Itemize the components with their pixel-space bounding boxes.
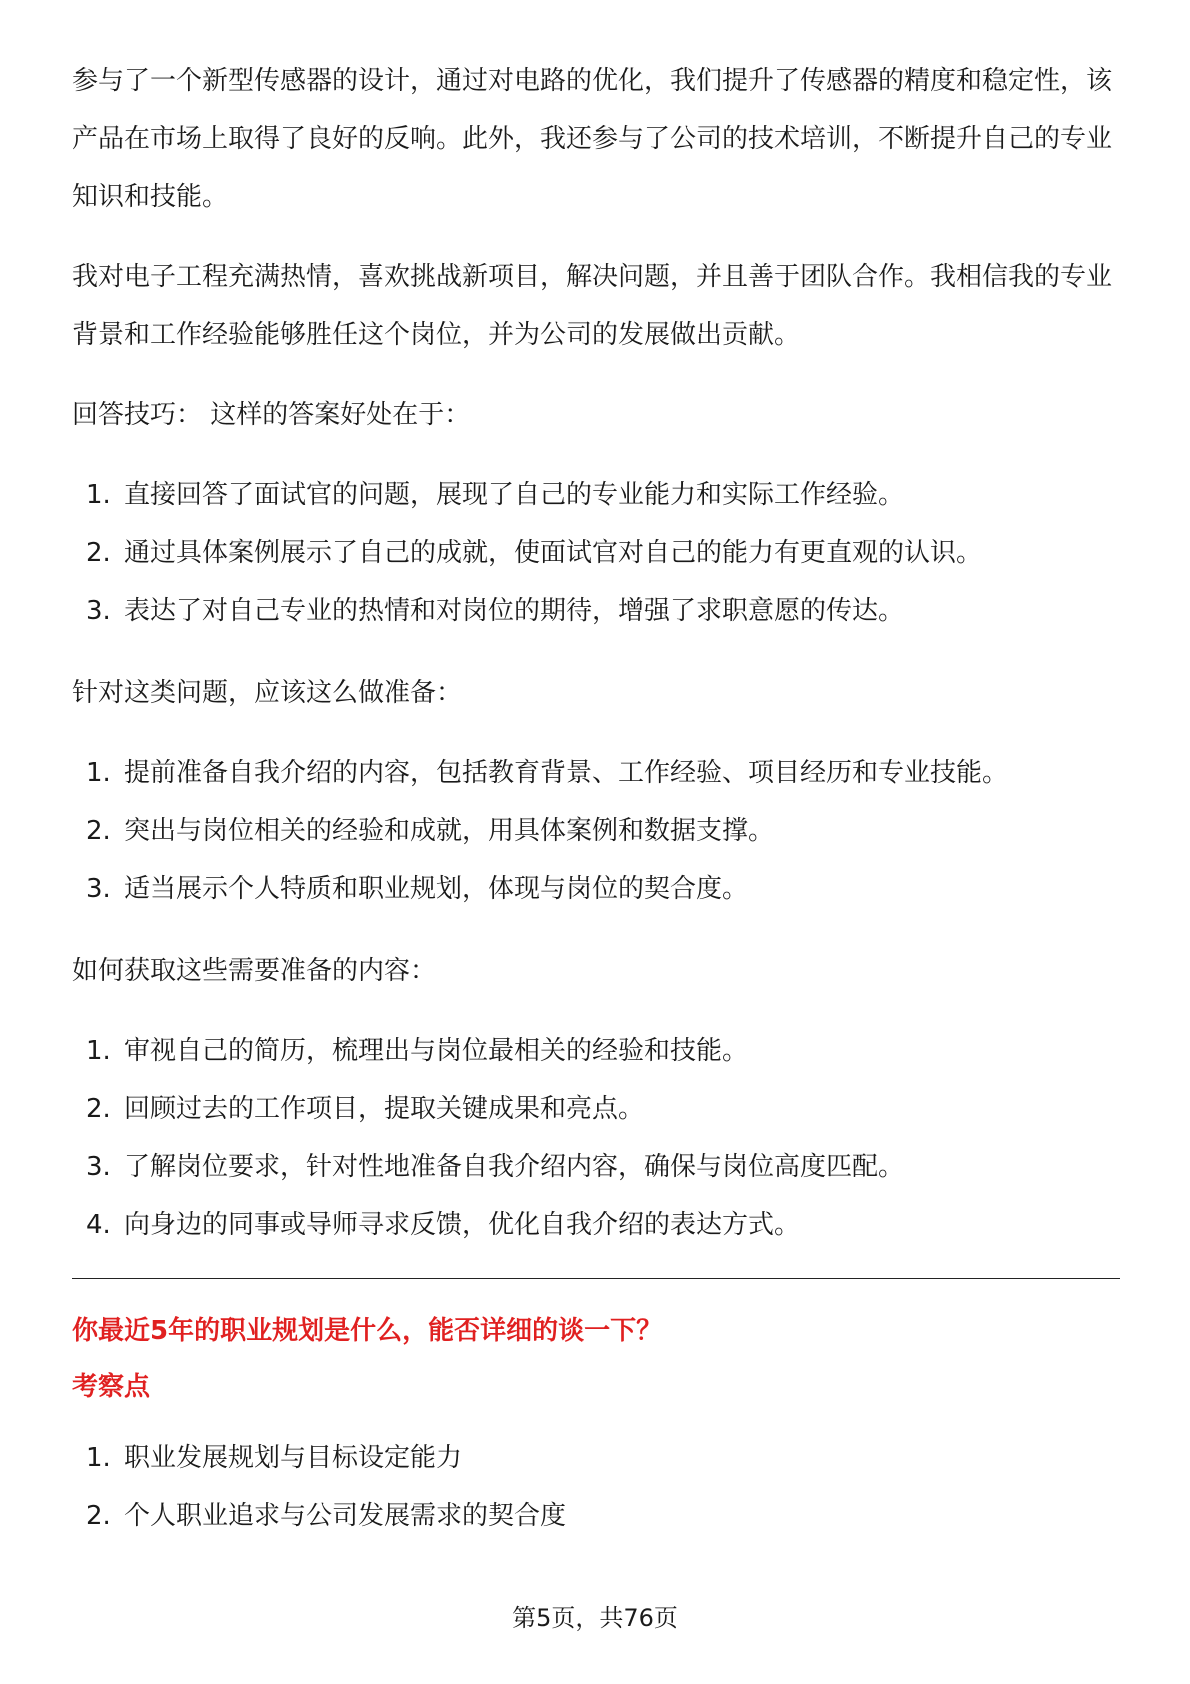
tips-list (72, 466, 1120, 640)
list-item: 1. 审视自己的简历，梳理出与岗位最相关的经验和技能。 (86, 1036, 749, 1066)
list-item: 3. 表达了对自己专业的热情和对岗位的期待，增强了求职意愿的传达。 (86, 596, 905, 626)
prepare-heading: 针对这类问题，应该这么做准备： (72, 678, 463, 708)
list-item: 2. 突出与岗位相关的经验和成就，用具体案例和数据支撑。 (86, 816, 775, 846)
obtain-list (72, 1022, 1120, 1254)
question-title: 你最近5年的职业规划是什么，能否详细的谈一下？ (72, 1316, 663, 1346)
assessment-points-list (72, 1429, 1120, 1545)
list-item: 3. 适当展示个人特质和职业规划，体现与岗位的契合度。 (86, 874, 749, 904)
list-item: 1. 直接回答了面试官的问题，展现了自己的专业能力和实际工作经验。 (86, 480, 905, 510)
intro-paragraph: 我对电子工程充满热情，喜欢挑战新项目，解决问题，并且善于团队合作。我相信我的专业背景和工作经验能够胜任这个岗位，并为公司的发展做出贡献。 (72, 262, 1113, 350)
tips-heading: 回答技巧： 这样的答案好处在于： (72, 400, 471, 430)
list-item: 2. 通过具体案例展示了自己的成就，使面试官对自己的能力有更直观的认识。 (86, 538, 983, 568)
list-item: 2. 回顾过去的工作项目，提取关键成果和亮点。 (86, 1094, 645, 1124)
section-divider (72, 1278, 1120, 1279)
list-item: 4. 向身边的同事或导师寻求反馈，优化自我介绍的表达方式。 (86, 1210, 801, 1240)
list-item: 1. 职业发展规划与目标设定能力 (86, 1443, 463, 1473)
assessment-points-heading: 考察点 (72, 1372, 151, 1402)
obtain-heading: 如何获取这些需要准备的内容： (72, 956, 437, 986)
list-item: 3. 了解岗位要求，针对性地准备自我介绍内容，确保与岗位高度匹配。 (86, 1152, 905, 1182)
prepare-list (72, 744, 1120, 918)
list-item: 2. 个人职业追求与公司发展需求的契合度 (86, 1501, 567, 1531)
document-body (72, 52, 1120, 1569)
page-number: 第5页，共76页 (512, 1604, 678, 1632)
list-item: 1. 提前准备自我介绍的内容，包括教育背景、工作经验、项目经历和专业技能。 (86, 758, 1009, 788)
intro-paragraph: 参与了一个新型传感器的设计，通过对电路的优化，我们提升了传感器的精度和稳定性，该产品在市场上取得了良好的反响。此外，我还参与了公司的技术培训，不断提升自己的专业知识和技能。 (72, 66, 1113, 212)
